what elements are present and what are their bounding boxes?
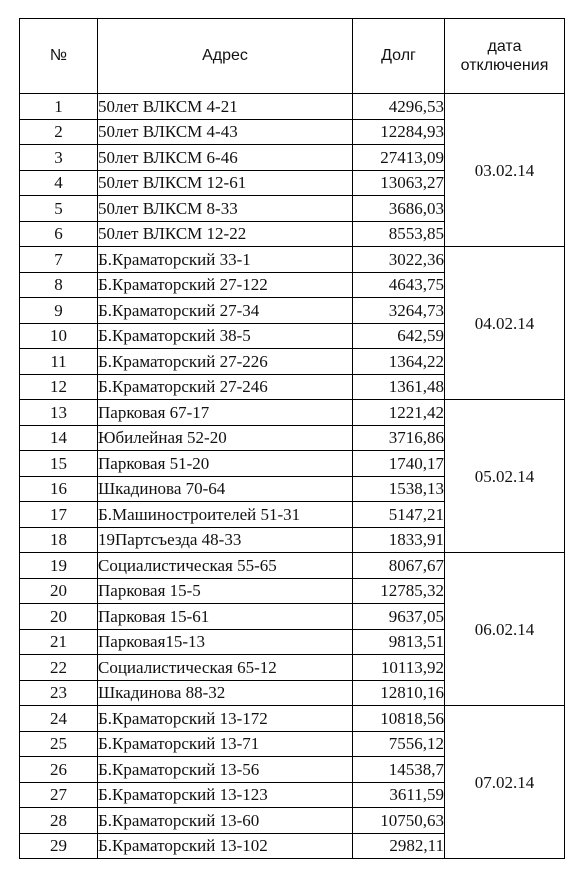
table-header [20, 19, 565, 94]
row-debt: 3022,36 [353, 247, 445, 273]
row-debt: 3611,59 [353, 782, 445, 808]
row-number: 29 [20, 833, 98, 859]
row-debt: 10750,63 [353, 808, 445, 834]
row-address: Парковая 67-17 [98, 400, 353, 426]
row-number: 18 [20, 527, 98, 553]
row-number: 27 [20, 782, 98, 808]
row-address: Б.Краматорский 27-226 [98, 349, 353, 375]
row-address: Б.Краматорский 33-1 [98, 247, 353, 273]
row-number: 6 [20, 221, 98, 247]
row-address: 50лет ВЛКСМ 4-21 [98, 94, 353, 120]
row-debt: 2982,11 [353, 833, 445, 859]
row-debt: 14538,7 [353, 757, 445, 783]
row-debt: 5147,21 [353, 502, 445, 528]
row-number: 7 [20, 247, 98, 273]
row-address: 19Партсъезда 48-33 [98, 527, 353, 553]
row-number: 1 [20, 94, 98, 120]
row-debt: 12785,32 [353, 578, 445, 604]
header-row [20, 19, 565, 94]
row-number: 10 [20, 323, 98, 349]
row-number: 20 [20, 604, 98, 630]
header-address: Адрес [98, 19, 353, 94]
row-number: 11 [20, 349, 98, 375]
row-address: Б.Краматорский 27-34 [98, 298, 353, 324]
row-debt: 13063,27 [353, 170, 445, 196]
row-number: 14 [20, 425, 98, 451]
row-number: 21 [20, 629, 98, 655]
row-address: 50лет ВЛКСМ 4-43 [98, 119, 353, 145]
row-debt: 1833,91 [353, 527, 445, 553]
row-debt: 642,59 [353, 323, 445, 349]
row-number: 5 [20, 196, 98, 222]
row-number: 4 [20, 170, 98, 196]
header-date-line-1: дата [487, 37, 522, 55]
row-number: 3 [20, 145, 98, 171]
group-disconnection-date: 04.02.14 [445, 247, 565, 400]
row-debt: 3264,73 [353, 298, 445, 324]
table-row [20, 706, 565, 732]
row-address: Социалистическая 55-65 [98, 553, 353, 579]
table-row [20, 400, 565, 426]
row-debt: 7556,12 [353, 731, 445, 757]
group-disconnection-date: 05.02.14 [445, 400, 565, 553]
row-debt: 9813,51 [353, 629, 445, 655]
row-debt: 1221,42 [353, 400, 445, 426]
row-debt: 4296,53 [353, 94, 445, 120]
row-address: Б.Краматорский 13-56 [98, 757, 353, 783]
row-debt: 8067,67 [353, 553, 445, 579]
row-number: 2 [20, 119, 98, 145]
row-debt: 9637,05 [353, 604, 445, 630]
row-address: Парковая15-13 [98, 629, 353, 655]
row-address: Б.Краматорский 13-71 [98, 731, 353, 757]
header-debt: Долг [353, 19, 445, 94]
row-address: Б.Краматорский 13-172 [98, 706, 353, 732]
row-number: 20 [20, 578, 98, 604]
row-number: 28 [20, 808, 98, 834]
table-row [20, 247, 565, 273]
row-debt: 12810,16 [353, 680, 445, 706]
row-address: Б.Краматорский 27-122 [98, 272, 353, 298]
row-address: Б.Краматорский 27-246 [98, 374, 353, 400]
row-debt: 10113,92 [353, 655, 445, 681]
row-debt: 8553,85 [353, 221, 445, 247]
row-number: 22 [20, 655, 98, 681]
table-row [20, 94, 565, 120]
row-address: 50лет ВЛКСМ 6-46 [98, 145, 353, 171]
header-number: № [20, 19, 98, 94]
row-address: Б.Краматорский 38-5 [98, 323, 353, 349]
row-number: 13 [20, 400, 98, 426]
row-number: 15 [20, 451, 98, 477]
debt-table [19, 18, 565, 859]
group-disconnection-date: 06.02.14 [445, 553, 565, 706]
row-address: Б.Машиностроителей 51-31 [98, 502, 353, 528]
row-debt: 3686,03 [353, 196, 445, 222]
row-address: Б.Краматорский 13-102 [98, 833, 353, 859]
row-debt: 1538,13 [353, 476, 445, 502]
row-debt: 4643,75 [353, 272, 445, 298]
row-number: 8 [20, 272, 98, 298]
row-number: 12 [20, 374, 98, 400]
row-debt: 1740,17 [353, 451, 445, 477]
table-body [20, 94, 565, 859]
row-address: Парковая 15-61 [98, 604, 353, 630]
header-disconnection-date [445, 19, 565, 94]
row-address: 50лет ВЛКСМ 8-33 [98, 196, 353, 222]
row-address: Б.Краматорский 13-60 [98, 808, 353, 834]
row-debt: 3716,86 [353, 425, 445, 451]
row-address: Парковая 15-5 [98, 578, 353, 604]
row-address: Шкадинова 88-32 [98, 680, 353, 706]
header-date-line-2: отключения [460, 57, 549, 74]
row-debt: 1364,22 [353, 349, 445, 375]
row-debt: 12284,93 [353, 119, 445, 145]
row-number: 19 [20, 553, 98, 579]
row-address: Юбилейная 52-20 [98, 425, 353, 451]
group-disconnection-date: 07.02.14 [445, 706, 565, 859]
row-number: 23 [20, 680, 98, 706]
row-number: 9 [20, 298, 98, 324]
row-number: 26 [20, 757, 98, 783]
row-address: 50лет ВЛКСМ 12-61 [98, 170, 353, 196]
row-number: 17 [20, 502, 98, 528]
row-debt: 1361,48 [353, 374, 445, 400]
row-address: Парковая 51-20 [98, 451, 353, 477]
row-debt: 27413,09 [353, 145, 445, 171]
row-address: Социалистическая 65-12 [98, 655, 353, 681]
group-disconnection-date: 03.02.14 [445, 94, 565, 247]
row-address: Б.Краматорский 13-123 [98, 782, 353, 808]
row-number: 24 [20, 706, 98, 732]
row-debt: 10818,56 [353, 706, 445, 732]
row-address: 50лет ВЛКСМ 12-22 [98, 221, 353, 247]
row-number: 25 [20, 731, 98, 757]
row-number: 16 [20, 476, 98, 502]
table-row [20, 553, 565, 579]
row-address: Шкадинова 70-64 [98, 476, 353, 502]
